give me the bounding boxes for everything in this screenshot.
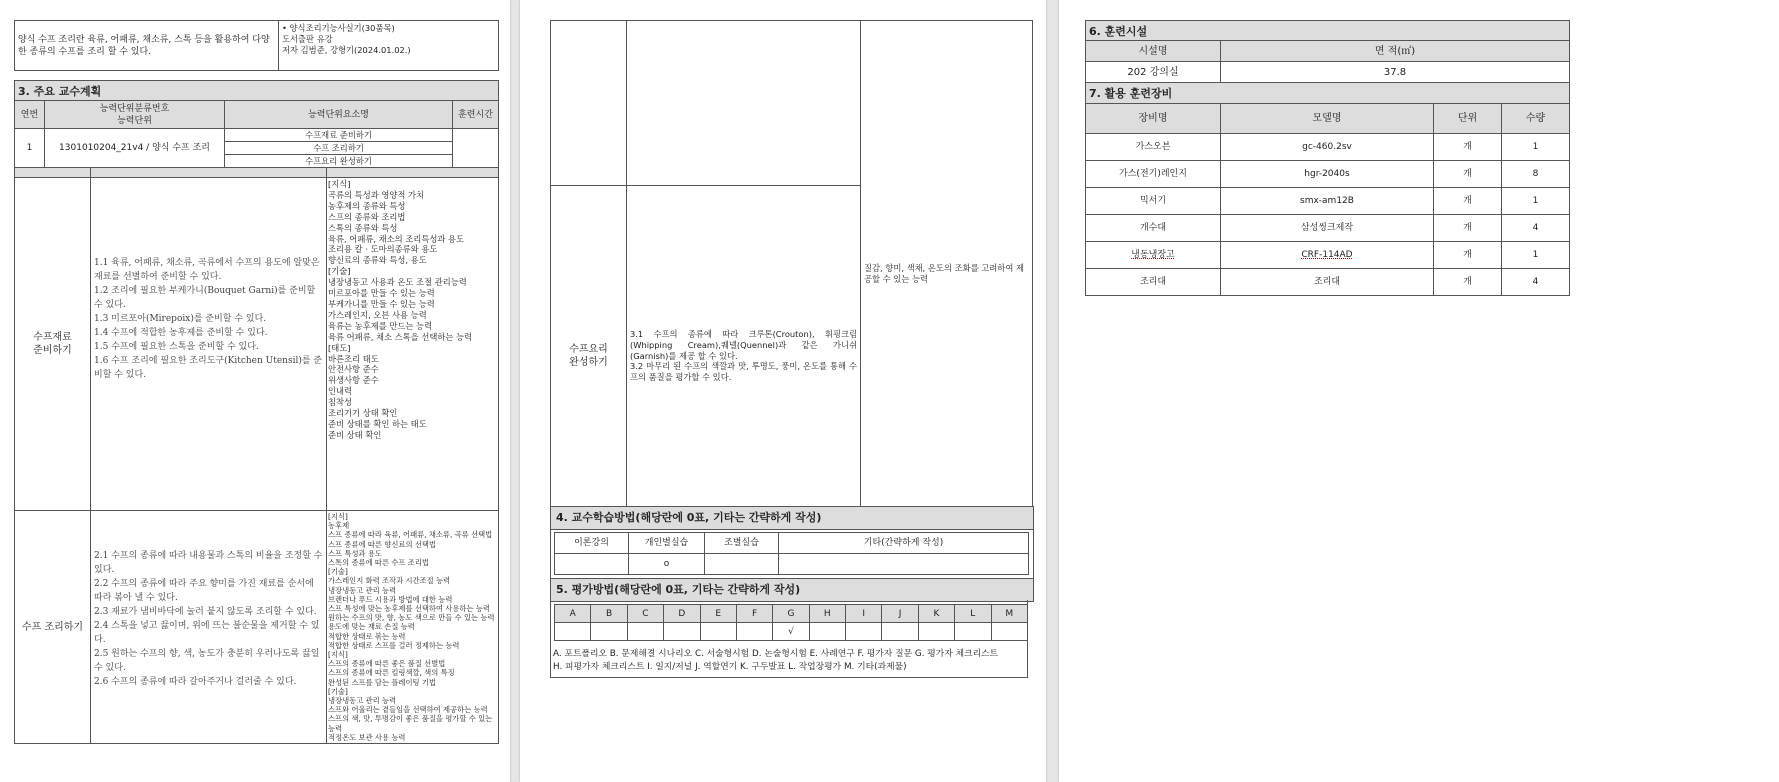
eval-header: L — [955, 605, 991, 623]
method-header: 이론강의 — [555, 533, 629, 554]
knowledge-item: 조리용 칼 · 도마의종류와 용도 — [328, 244, 438, 255]
knowledge-item: 냉장냉동고 관리 능력 — [328, 696, 397, 706]
eval-header: A — [555, 605, 591, 623]
block-2-knowledge — [327, 511, 499, 744]
knowledge-item: 스프 종류에 따라 육류, 어패류, 채소류, 곡류 선택법 — [328, 530, 493, 540]
method-header: 기타(간략하게 작성) — [779, 533, 1029, 554]
equipment-header: 단위 — [1434, 104, 1502, 134]
criteria-item: 1.5 수프에 필요한 스톡을 준비할 수 있다. — [94, 342, 259, 352]
knowledge-item: 용도에 맞는 재료 손질 능력 — [328, 622, 415, 632]
textbook-line: • 양식조리기능사실기(30품목) — [282, 23, 395, 33]
knowledge-item: [기술] — [328, 567, 348, 577]
criteria-item: 2.2 수프의 종류에 따라 주요 향미를 가진 재료를 순서에 따라 볶아 낼 수 있다. — [94, 579, 314, 603]
criteria-item: 1.1 육류, 어패류, 채소류, 곡류에서 수프의 용도에 알맞은 재료를 선별하여 준비할 수 있다. — [94, 258, 320, 282]
equipment-qty: 8 — [1502, 161, 1570, 188]
criteria-item: 2.1 수프의 종류에 따라 내용물과 스톡의 비율을 조정할 수 있다. — [94, 551, 323, 575]
element-1: 수프재료 준비하기 — [225, 129, 453, 142]
block-3-name: 수프요리 완성하기 — [551, 186, 627, 527]
knowledge-item: 위생사항 준수 — [328, 375, 379, 386]
criteria-item: 2.3 재료가 냄비바닥에 눌러 붙지 않도록 조리할 수 있다. — [94, 607, 317, 617]
equipment-qty: 1 — [1502, 188, 1570, 215]
facility-header: 면 적(㎡) — [1221, 41, 1570, 62]
equipment-unit: 개 — [1434, 269, 1502, 296]
knowledge-item: 적합한 상태로 볶는 능력 — [328, 631, 406, 641]
knowledge-item: 브렌더나 푸드 시용과 방법에 대한 능력 — [328, 594, 453, 604]
knowledge-item: 스프 종류에 따른 향신료의 선택법 — [328, 539, 436, 549]
eval-value: √ — [773, 623, 809, 641]
equipment-unit: 개 — [1434, 215, 1502, 242]
knowledge-item: 육류는 농후제를 만드는 능력 — [328, 320, 433, 331]
block-1-criteria — [91, 178, 327, 511]
equipment-header: 수량 — [1502, 104, 1570, 134]
knowledge-item: 가스레인지, 오븐 사용 능력 — [328, 309, 427, 320]
equipment-unit: 개 — [1434, 134, 1502, 161]
equipment-name: 가스(전기)레인지 — [1086, 161, 1221, 188]
element-2: 수프 조리하기 — [225, 142, 453, 155]
equipment-table — [1085, 82, 1570, 296]
equipment-unit: 개 — [1434, 242, 1502, 269]
knowledge-item: 스프의 종류에 따른 좋은 품질 선별법 — [328, 659, 446, 669]
method-table — [554, 532, 1029, 575]
equipment-name: 냉동냉장고 — [1086, 242, 1221, 269]
facility-table — [1085, 20, 1570, 83]
knowledge-item: 원하는 수프의 맛, 향, 농도 색으로 만들 수 있는 능력 — [328, 613, 495, 623]
table-row — [1086, 269, 1570, 296]
block-3-criteria: 3.1 수프의 종류에 따라 크루톤(Crouton), 휘핑크림(Whipping Cream),퀘넬(Quennel)과 같은 가니쉬(Garnish)를 제공 할 수 있다. 3.2 마무리 된 수프의 색깔과 맛, 투명도, 풍미, 온도를 통해 수프의 품질을 평가할 수 있다. — [627, 186, 861, 527]
row-unit: 1301010204_21v4 / 양식 수프 조리 — [45, 129, 225, 168]
teaching-plan-table — [14, 80, 499, 168]
knowledge-item: 스프와 어울리는 곁들임을 선택하여 제공하는 능력 — [328, 705, 488, 715]
equipment-qty: 4 — [1502, 215, 1570, 242]
knowledge-item: [지식] — [328, 179, 351, 189]
section-6-heading: 6. 훈련시설 — [1086, 21, 1570, 41]
completion-table — [550, 20, 1033, 527]
legend-line: A. 포트폴리오 B. 문제해결 시나리오 C. 서술형시험 D. 논술형시험 E. 사례연구 F. 평가자 질문 G. 평가자 체크리스트 — [553, 649, 999, 659]
table-row — [1086, 161, 1570, 188]
eval-header: H — [809, 605, 845, 623]
equipment-name: 조리대 — [1086, 269, 1221, 296]
block-1-name: 수프재료 준비하기 — [15, 178, 91, 511]
knowledge-item: [기술] — [328, 266, 351, 277]
table-row — [1086, 215, 1570, 242]
knowledge-item: 냉장냉동고 사용과 온도 조절 관리능력 — [328, 277, 467, 288]
header-unit-line1: 능력단위분류번호 — [99, 103, 170, 114]
knowledge-item: 적정온도 보관 사용 능력 — [328, 732, 406, 742]
intro-table — [14, 20, 499, 71]
completion-ability: 질감, 향미, 색채, 온도의 조화를 고려하여 제공할 수 있는 능력 — [861, 21, 1033, 527]
block-2-criteria — [91, 511, 327, 744]
detail-table — [14, 167, 499, 744]
knowledge-item: 농후제 — [328, 521, 350, 531]
eval-header: B — [591, 605, 627, 623]
knowledge-item: 스프의 종류에 따른 킬링색깔, 색의 특징 — [328, 668, 455, 678]
table-row — [1086, 242, 1570, 269]
equipment-header: 장비명 — [1086, 104, 1221, 134]
knowledge-item: 향신료의 종류와 특성, 용도 — [328, 255, 427, 266]
criteria-item: 1.6 수프 조리에 필요한 조리도구(Kitchen Utensil)를 준비할 수 있다. — [94, 356, 323, 380]
textbook-line: 저자 김범준, 강형기(2024.01.02.) — [282, 44, 411, 55]
knowledge-item: 완성된 스프를 담는 플레이팅 기법 — [328, 677, 436, 687]
criteria-item: 1.4 수프에 적합한 농후제를 준비할 수 있다. — [94, 328, 268, 338]
equipment-model: smx-am12B — [1221, 188, 1434, 215]
facility-header: 시설명 — [1086, 41, 1221, 62]
knowledge-item: 인내력 — [328, 386, 353, 397]
textbook-line: 도서출판 유강 — [282, 33, 333, 44]
equipment-header: 모델명 — [1221, 104, 1434, 134]
knowledge-item: 곡류의 특성과 영양적 가치 — [328, 189, 425, 200]
equipment-model: CRF-114AD — [1221, 242, 1434, 269]
eval-header: C — [627, 605, 663, 623]
table-row — [1086, 134, 1570, 161]
method-value — [555, 554, 629, 575]
knowledge-item: 침착성 — [328, 397, 353, 408]
equipment-qty: 1 — [1502, 242, 1570, 269]
criteria-item: 2.4 스톡을 넣고 끓이며, 위에 뜨는 불순물을 제거할 수 있다. — [94, 621, 320, 645]
header-hours: 훈련시간 — [453, 101, 499, 129]
equipment-unit: 개 — [1434, 188, 1502, 215]
section-7-heading: 7. 활용 훈련장비 — [1086, 83, 1570, 104]
header-element: 능력단위요소명 — [225, 101, 453, 129]
knowledge-item: 조리기기 상태 확인 — [328, 408, 398, 419]
knowledge-item: 냉장냉동고 관리 능력 — [328, 585, 397, 595]
equipment-unit: 개 — [1434, 161, 1502, 188]
knowledge-item: 스프의 종류와 조리법 — [328, 211, 406, 222]
equipment-qty: 4 — [1502, 269, 1570, 296]
equipment-name: 가스오븐 — [1086, 134, 1221, 161]
criteria-item: 1.2 조리에 필요한 부케가니(Bouquet Garni)를 준비할 수 있다. — [94, 286, 316, 310]
section-5-heading: 5. 평가방법(해당란에 0표, 기타는 간략하게 작성) — [550, 578, 1034, 602]
section-3-heading: 3. 주요 교수계획 — [15, 81, 499, 101]
row-no: 1 — [15, 129, 45, 168]
method-value — [779, 554, 1029, 575]
knowledge-item: 적합한 상태로 스프를 걸러 정제하는 능력 — [328, 640, 460, 650]
knowledge-item: [지식] — [328, 650, 348, 660]
knowledge-item: 농후제의 종류와 특성 — [328, 200, 406, 211]
eval-legend — [550, 600, 1028, 678]
knowledge-item: 스프 특성에 맞는 농후제를 선택하여 사용하는 능력 — [328, 604, 490, 614]
knowledge-item: [태도] — [328, 342, 351, 353]
table-row — [1086, 188, 1570, 215]
row-hours — [453, 129, 499, 168]
method-header: 개인별실습 — [629, 533, 705, 554]
facility-area: 37.8 — [1221, 62, 1570, 83]
equipment-model: 삼성씽크제작 — [1221, 215, 1434, 242]
method-value: o — [629, 554, 705, 575]
eval-header: D — [664, 605, 700, 623]
eval-header: J — [882, 605, 918, 623]
knowledge-item: 육류, 어패류, 채소의 조리특성과 용도 — [328, 233, 465, 244]
equipment-model: hgr-2040s — [1221, 161, 1434, 188]
knowledge-item: 스톡의 종류에 따른 수프 조리법 — [328, 558, 429, 568]
knowledge-item: 부케가니를 만들 수 있는 능력 — [328, 298, 435, 309]
knowledge-item: 가스레인지 화력 조작과 시간조절 능력 — [328, 576, 451, 586]
equipment-qty: 1 — [1502, 134, 1570, 161]
section-4-heading: 4. 교수학습방법(해당란에 0표, 기타는 간략하게 작성) — [550, 506, 1034, 530]
block-1-knowledge — [327, 178, 499, 511]
eval-header: K — [918, 605, 954, 623]
knowledge-item: [기술] — [328, 686, 348, 696]
criteria-item: 1.3 미르포아(Mirepoix)를 준비할 수 있다. — [94, 314, 267, 324]
eval-header: G — [773, 605, 809, 623]
eval-header: I — [846, 605, 882, 623]
criteria-item: 2.5 원하는 수프의 향, 색, 농도가 충분히 우러나도록 끓일 수 있다. — [94, 649, 320, 673]
equipment-model: gc-460.2sv — [1221, 134, 1434, 161]
intro-text: 양식 수프 조리란 육류, 어패류, 채소류, 스톡 등을 활용하여 다양한 종류의 수프를 조리 할 수 있다. — [15, 21, 279, 71]
knowledge-item: 준비 상태 확인 — [328, 429, 382, 440]
knowledge-item: 스프의 색, 맛, 투명감이 좋은 품질을 평가할 수 있는 능력 — [328, 714, 493, 733]
equipment-name: 믹서기 — [1086, 188, 1221, 215]
knowledge-item: 안전사항 준수 — [328, 364, 379, 375]
document-page-1 — [0, 0, 510, 782]
knowledge-item: 바른조리 태도 — [328, 353, 379, 364]
document-page-3 — [1059, 0, 1779, 782]
header-unit-line2: 능력단위 — [117, 115, 152, 126]
criteria-item: 2.6 수프의 종류에 따라 갈아주거나 걸러줄 수 있다. — [94, 677, 297, 687]
eval-header: M — [991, 605, 1028, 623]
element-3: 수프요리 완성하기 — [225, 155, 453, 168]
header-unit — [45, 101, 225, 129]
knowledge-item: 육류 어패류, 채소 스톡을 선택하는 능력 — [328, 331, 473, 342]
eval-header: E — [700, 605, 736, 623]
knowledge-item: 스프 특성과 용도 — [328, 548, 382, 558]
facility-name: 202 강의실 — [1086, 62, 1221, 83]
document-page-2 — [520, 0, 1046, 782]
equipment-name: 개수대 — [1086, 215, 1221, 242]
knowledge-item: 준비 상태를 확인 하는 태도 — [328, 418, 427, 429]
header-no: 연번 — [15, 101, 45, 129]
knowledge-item: [지식] — [328, 512, 348, 521]
block-2-name: 수프 조리하기 — [15, 511, 91, 744]
eval-header: F — [736, 605, 772, 623]
method-header: 조별실습 — [705, 533, 779, 554]
knowledge-item: 미르포아를 만들 수 있는 능력 — [328, 288, 435, 299]
equipment-model: 조리대 — [1221, 269, 1434, 296]
legend-line: H. 피평가자 체크리스트 I. 일지/저널 J. 역할연기 K. 구두발표 L. 작업장평가 M. 기타(과제물) — [553, 662, 907, 672]
knowledge-item: 스톡의 종류와 특성 — [328, 222, 398, 233]
method-value — [705, 554, 779, 575]
